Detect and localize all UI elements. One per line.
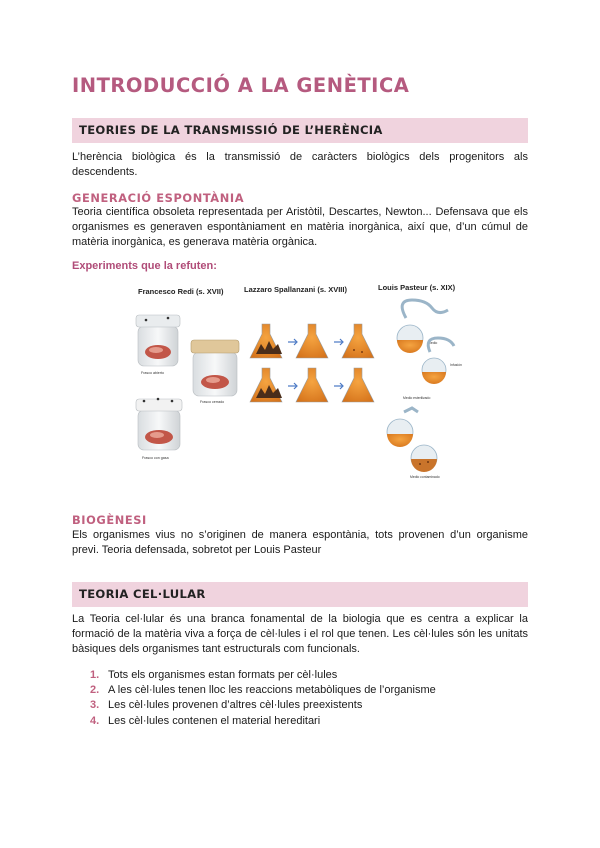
experiments-heading: Experiments que la refuten:: [72, 260, 217, 272]
pasteur-caption-2: Infusión: [450, 363, 462, 367]
redi-jar-gauze: [136, 398, 182, 460]
redi-caption-1: Frasco abierto: [141, 371, 164, 375]
spallanzani-row-2: [250, 368, 374, 402]
section-heading-cellular: TEORIA CEL·LULAR: [79, 587, 206, 601]
subheading-generacio: GENERACIÓ ESPONTÀNIA: [72, 191, 245, 205]
experiments-figure: [128, 282, 478, 492]
pasteur-flask-1: [397, 300, 448, 353]
spallanzani-row-1: [250, 324, 374, 358]
list-item: 4. Les cèl·lules contenen el material hereditari: [90, 714, 321, 727]
section-heading-transmissio: TEORIES DE LA TRANSMISSIÓ DE L’HERÈNCIA: [79, 123, 383, 137]
pasteur-caption-3: Medio esterilizado: [403, 396, 431, 400]
page-title: INTRODUCCIÓ A LA GENÈTICA: [72, 74, 410, 97]
pasteur-flask-3: [387, 396, 430, 447]
redi-title: Francesco Redi (s. XVII): [138, 287, 224, 296]
redi-caption-2: Frasco cerrado: [200, 400, 225, 404]
pasteur-caption-1: Medio: [428, 341, 438, 345]
generacio-paragraph: Teoria científica obsoleta representada per Aristòtil, Descartes, Newton... Defensava que els organismes es generaven espontàniament en matèria inorgànica, així que, d’un cúmul de matèria inorgànica, es generava matèria orgànica.: [72, 206, 528, 248]
list-item: 2. A les cèl·lules tenen lloc les reaccions metabòliques de l’organisme: [90, 684, 436, 697]
pasteur-title: Louis Pasteur (s. XIX): [378, 283, 456, 292]
spallanzani-title: Lazzaro Spallanzani (s. XVIII): [244, 285, 347, 294]
pasteur-caption-4: Medio contaminado: [410, 475, 440, 479]
subheading-biogenesi: BIOGÈNESI: [72, 513, 147, 527]
cellular-paragraph: La Teoria cel·lular és una branca fonamental de la biologia que es centra a explicar la formació de la matèria viva a força de cèl·lules i el rol que tenen. Les cèl·lules són les unitats bàsiques dels organismes tant estructurals com funcionals.: [72, 613, 528, 655]
section-heading-bar-2: [72, 582, 528, 607]
postulates-list: [90, 668, 436, 729]
list-item: 1. Tots els organismes estan formats per cèl·lules: [90, 669, 338, 681]
redi-jar-closed: [191, 340, 239, 404]
redi-caption-3: Frasco con gasa: [142, 456, 169, 460]
section-heading-bar: [72, 118, 528, 143]
pasteur-flask-4: [410, 445, 440, 479]
intro-paragraph: L’herència biològica és la transmissió de caràcters biològics dels progenitors als descendents.: [72, 151, 528, 178]
pasteur-flask-2: [422, 338, 462, 384]
redi-jar-open: [136, 315, 180, 375]
list-item: 3. Les cèl·lules provenen d’altres cèl·lules preexistents: [90, 699, 363, 712]
biogenesi-paragraph: Els organismes vius no s’originen de manera espontània, tots provenen d’un organisme previ. Teoria defensada, sobretot per Louis Pasteur: [72, 529, 528, 556]
